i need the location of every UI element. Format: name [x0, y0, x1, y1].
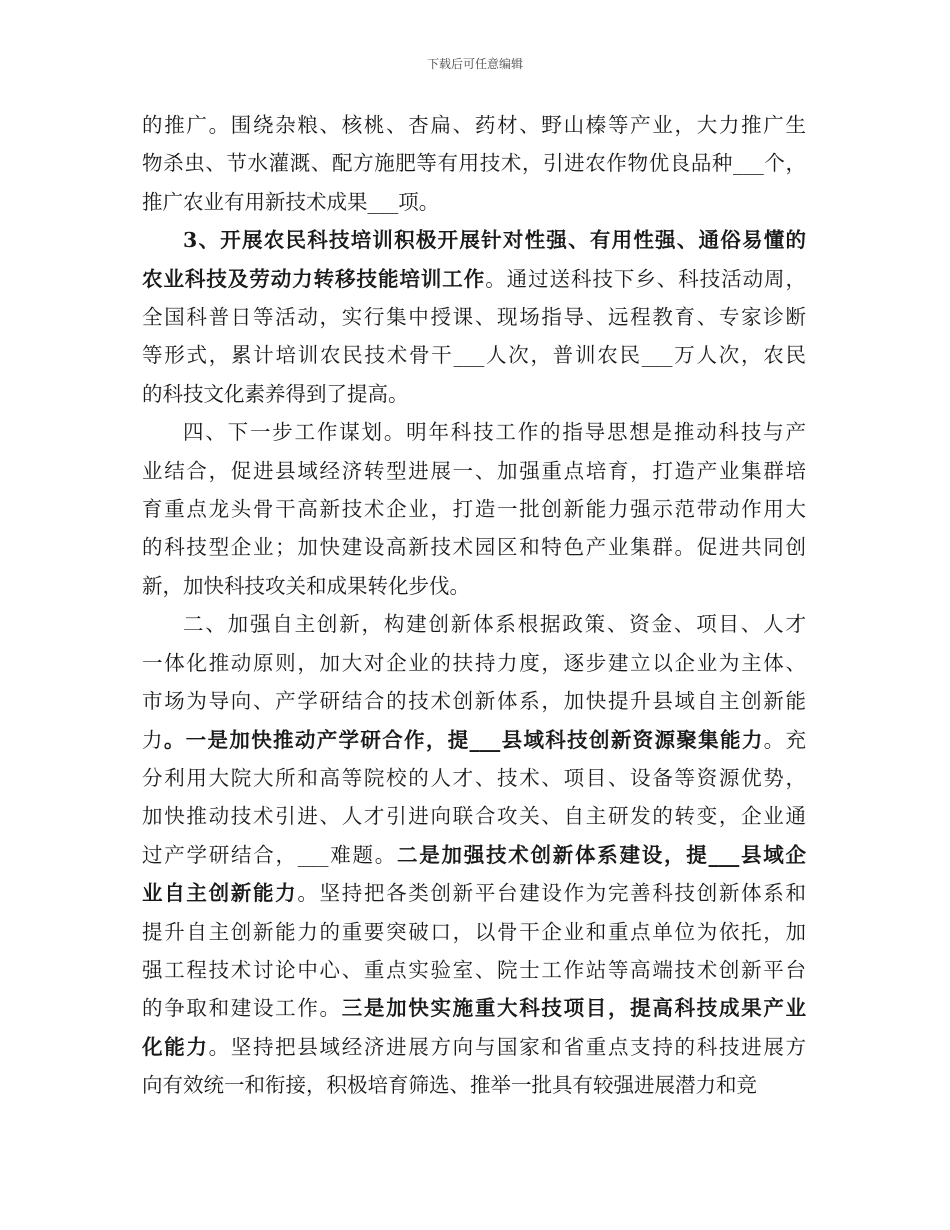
text-run: 二、加强自主创新，构建创新体系根据政策、资金、项目、人才 [183, 612, 806, 637]
text-line [142, 1066, 806, 1104]
text-run: 四、下一步工作谋划。明年科技工作的指导思想是推动科技与产 [183, 420, 806, 445]
text-run: 一体化推动原则，加大对企业的扶持力度，逐步建立以企业为主体、 [142, 650, 806, 675]
text-line [142, 721, 806, 759]
text-line [142, 144, 806, 182]
text-line [142, 375, 806, 413]
bold-text-run: 3、开展农民科技培训积极开展针对性强、有用性强、通俗易懂的 [183, 228, 806, 253]
text-line [142, 106, 806, 144]
body-text [142, 106, 806, 1105]
text-run: 加快推动技术引进、人才引进向联合攻关、自主研发的转变，企业通 [142, 804, 806, 829]
text-line [142, 298, 806, 336]
text-run: 提升自主创新能力的重要突破口，以骨干企业和重点单位为依托，加 [142, 919, 806, 944]
text-run: 的科技文化素养得到了提高。 [142, 381, 409, 406]
text-line [142, 413, 806, 451]
text-line [142, 528, 806, 566]
page-header: 下载后可任意编辑 [426, 57, 523, 71]
text-line [142, 452, 806, 490]
bold-text-run: 。一是加快推动产学研合作，提___县域科技创新资源聚集能力 [163, 727, 764, 752]
text-run: 的争取和建设工作。 [142, 996, 342, 1021]
text-run: 的科技型企业；加快建设高新技术园区和特色产业集群。促进共同创 [142, 535, 806, 560]
text-run: 。坚持把县域经济进展方向与国家和省重点支持的科技进展方 [208, 1034, 807, 1059]
text-line [142, 567, 806, 605]
text-line [142, 605, 806, 643]
text-line [142, 221, 806, 259]
text-run: 等形式，累计培训农民技术骨干___人次，普训农民___万人次，农民 [142, 343, 806, 368]
text-run: 全国科普日等活动，实行集中授课、现场指导、远程教育、专家诊断 [142, 305, 806, 330]
text-line [142, 913, 806, 951]
text-run: 物杀虫、节水灌溉、配方施肥等有用技术，引进农作物优良品种___个， [142, 151, 806, 176]
text-run: 。充 [763, 727, 807, 752]
text-line [142, 1028, 806, 1066]
text-line [142, 951, 806, 989]
bold-text-run: 业自主创新能力 [142, 881, 298, 906]
text-run: 分利用大院大所和高等院校的人才、技术、项目、设备等资源优势， [142, 765, 806, 790]
text-run: 。通过送科技下乡、科技活动周， [485, 266, 807, 291]
text-line [142, 183, 806, 221]
text-line [142, 797, 806, 835]
text-line [142, 759, 806, 797]
text-line [142, 989, 806, 1027]
text-line [142, 336, 806, 374]
text-line [142, 260, 806, 298]
text-line [142, 644, 806, 682]
text-run: 过产学研结合，___难题。 [142, 842, 397, 867]
text-line [142, 836, 806, 874]
text-run: 强工程技术讨论中心、重点实验室、院士工作站等高端技术创新平台 [142, 957, 806, 982]
text-run: 。坚持把各类创新平台建设作为完善科技创新体系和 [297, 881, 806, 906]
text-run: 育重点龙头骨干高新技术企业，打造一批创新能力强示范带动作用大 [142, 497, 806, 522]
text-line [142, 874, 806, 912]
text-run: 新，加快科技攻关和成果转化步伐。 [142, 573, 470, 598]
text-run: 业结合，促进县域经济转型进展一、加强重点培育，打造产业集群培 [142, 458, 806, 483]
text-line [142, 490, 806, 528]
text-run: 力 [142, 727, 164, 752]
text-run: 的推广。围绕杂粮、核桃、杏扁、药材、野山榛等产业，大力推广生 [142, 113, 806, 137]
text-run: 推广农业有用新技术成果___项。 [142, 189, 440, 214]
bold-text-run: 二是加强技术创新体系建设，提___县域企 [397, 842, 806, 867]
bold-text-run: 化能力 [142, 1034, 209, 1059]
text-run: 市场为导向、产学研结合的技术创新体系，加快提升县域自主创新能 [142, 689, 806, 714]
bold-text-run: 农业科技及劳动力转移技能培训工作 [142, 266, 486, 291]
text-run: 向有效统一和衔接，积极培育筛选、推举一批具有较强进展潜力和竞 [142, 1073, 757, 1098]
bold-text-run: 三是加快实施重大科技项目，提高科技成果产业 [341, 996, 807, 1021]
text-line [142, 682, 806, 720]
